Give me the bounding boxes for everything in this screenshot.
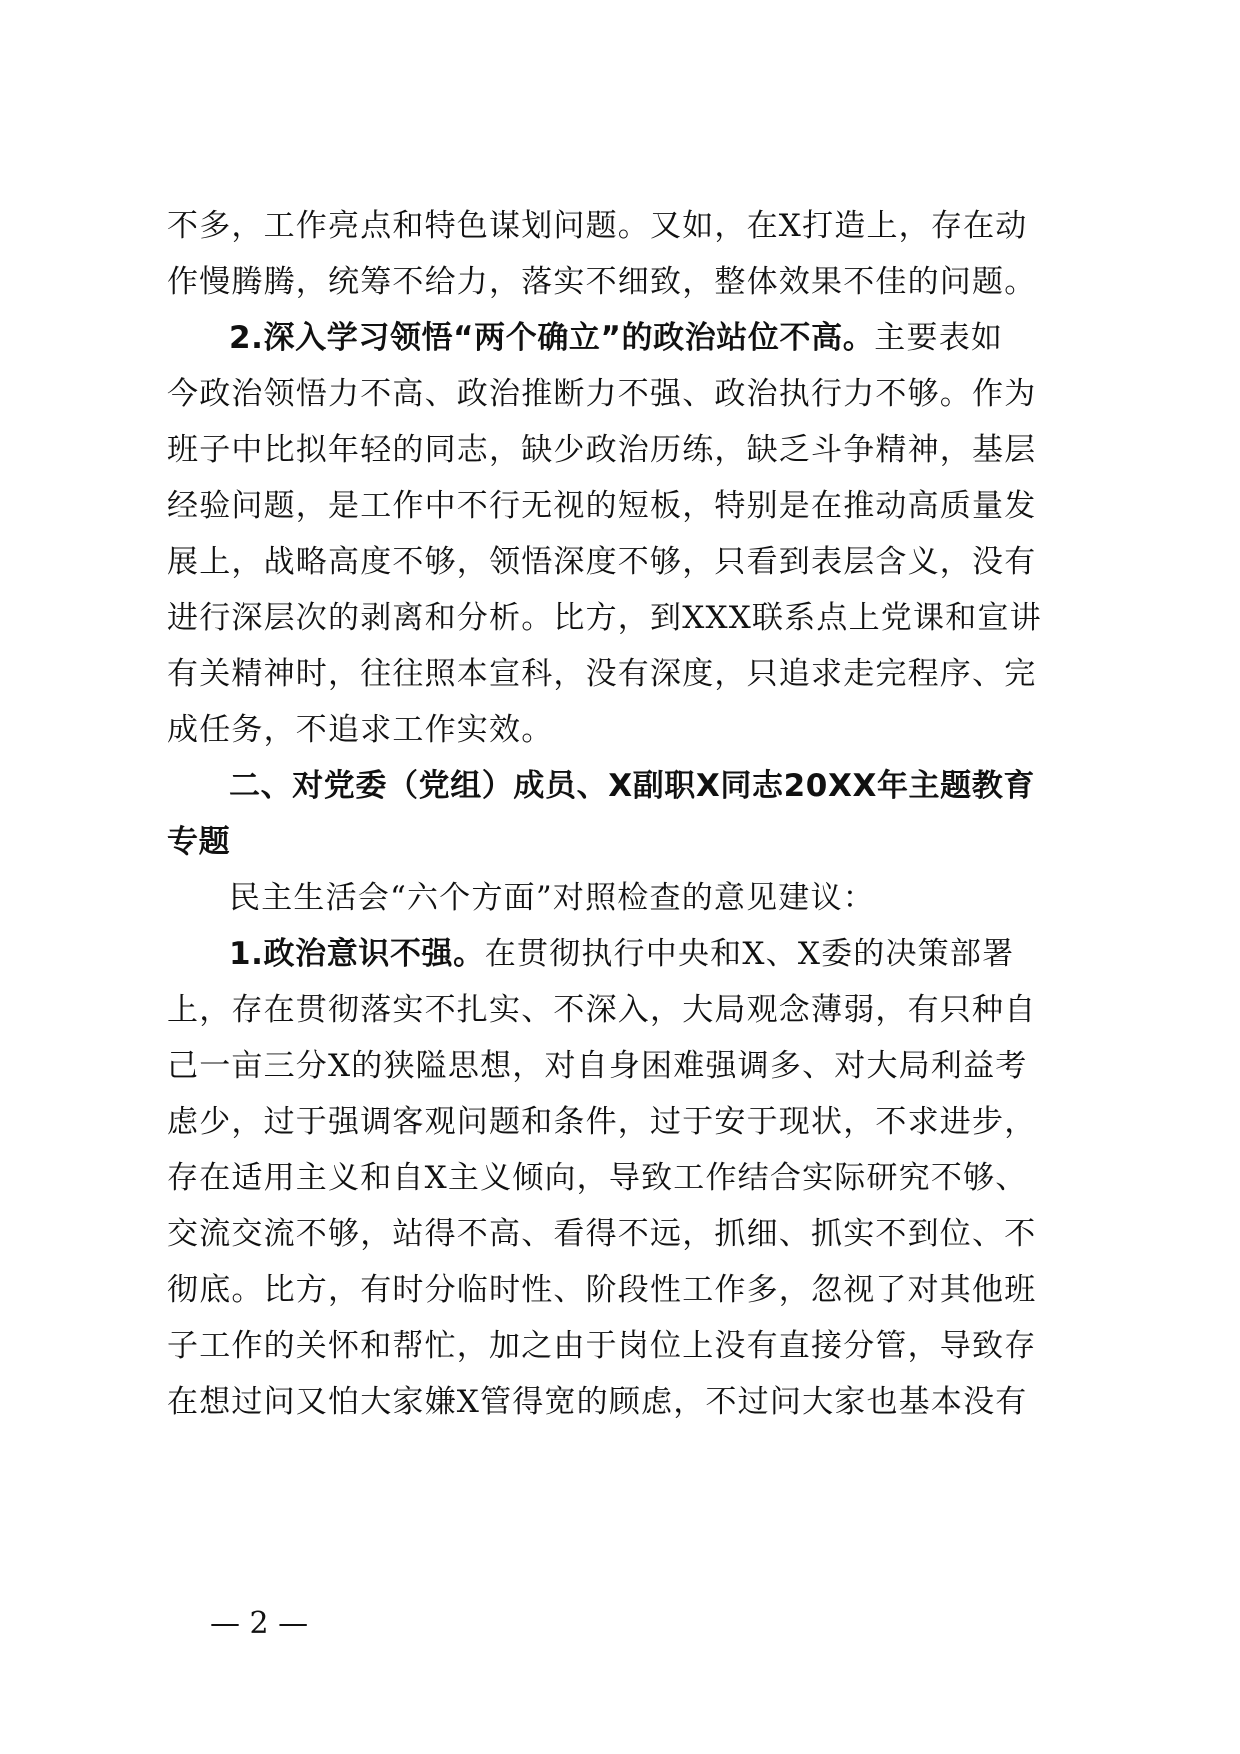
body-line: 虑少，过于强调客观问题和条件，过于安于现状，不求进步， [167, 1104, 1037, 1140]
item-2-line [229, 310, 1087, 366]
body-line: 子工作的关怀和帮忙，加之由于岗位上没有直接分管，导致存 [167, 1328, 1037, 1364]
body-line: 在想过问又怕大家嫌X管得宽的顾虑，不过问大家也基本没有 [167, 1384, 1028, 1420]
body-line: 进行深层次的剥离和分析。比方，到XXX联系点上党课和宣讲 [167, 600, 1042, 636]
section-heading: 二、对党委（党组）成员、X副职X同志20XX年主题教育 [229, 768, 1035, 804]
section-heading-continued: 专题 [167, 824, 231, 860]
body-line: 今政治领悟力不高、政治推断力不强、政治执行力不够。作为 [167, 376, 1037, 412]
body-line: 班子中比拟年轻的同志，缺少政治历练，缺乏斗争精神，基层 [167, 432, 1037, 468]
body-line: 己一亩三分X的狭隘思想，对自身困难强调多、对大局利益考 [167, 1048, 1028, 1084]
page-number: — 2 — [210, 1606, 309, 1641]
body-line: 存在适用主义和自X主义倾向，导致工作结合实际研究不够、 [167, 1160, 1028, 1196]
body-line: 交流交流不够，站得不高、看得不远，抓细、抓实不到位、不 [167, 1216, 1037, 1252]
item-1-text: 在贯彻执行中央和X、X委的决策部署 [484, 936, 1015, 972]
body-line: 民主生活会“六个方面”对照检查的意见建议： [229, 880, 875, 916]
body-line: 上，存在贯彻落实不扎实、不深入，大局观念薄弱，有只种自 [167, 992, 1037, 1028]
body-line: 彻底。比方，有时分临时性、阶段性工作多，忽视了对其他班 [167, 1272, 1037, 1308]
item-1-line [229, 926, 1087, 982]
body-line: 作慢腾腾，统筹不给力，落实不细致，整体效果不佳的问题。 [167, 264, 1037, 300]
body-line: 成任务，不追求工作实效。 [167, 712, 554, 748]
body-line: 经验问题，是工作中不行无视的短板，特别是在推动高质量发 [167, 488, 1037, 524]
item-2-text: 主要表如 [874, 320, 1004, 356]
body-line: 展上，战略高度不够，领悟深度不够，只看到表层含义，没有 [167, 544, 1037, 580]
body-line: 不多，工作亮点和特色谋划问题。又如，在X打造上，存在动 [167, 208, 1028, 244]
item-2-title: 2.深入学习领悟“两个确立”的政治站位不高。 [229, 320, 875, 356]
body-line: 有关精神时，往往照本宣科，没有深度，只追求走完程序、完 [167, 656, 1037, 692]
item-1-title: 1.政治意识不强。 [229, 936, 485, 972]
